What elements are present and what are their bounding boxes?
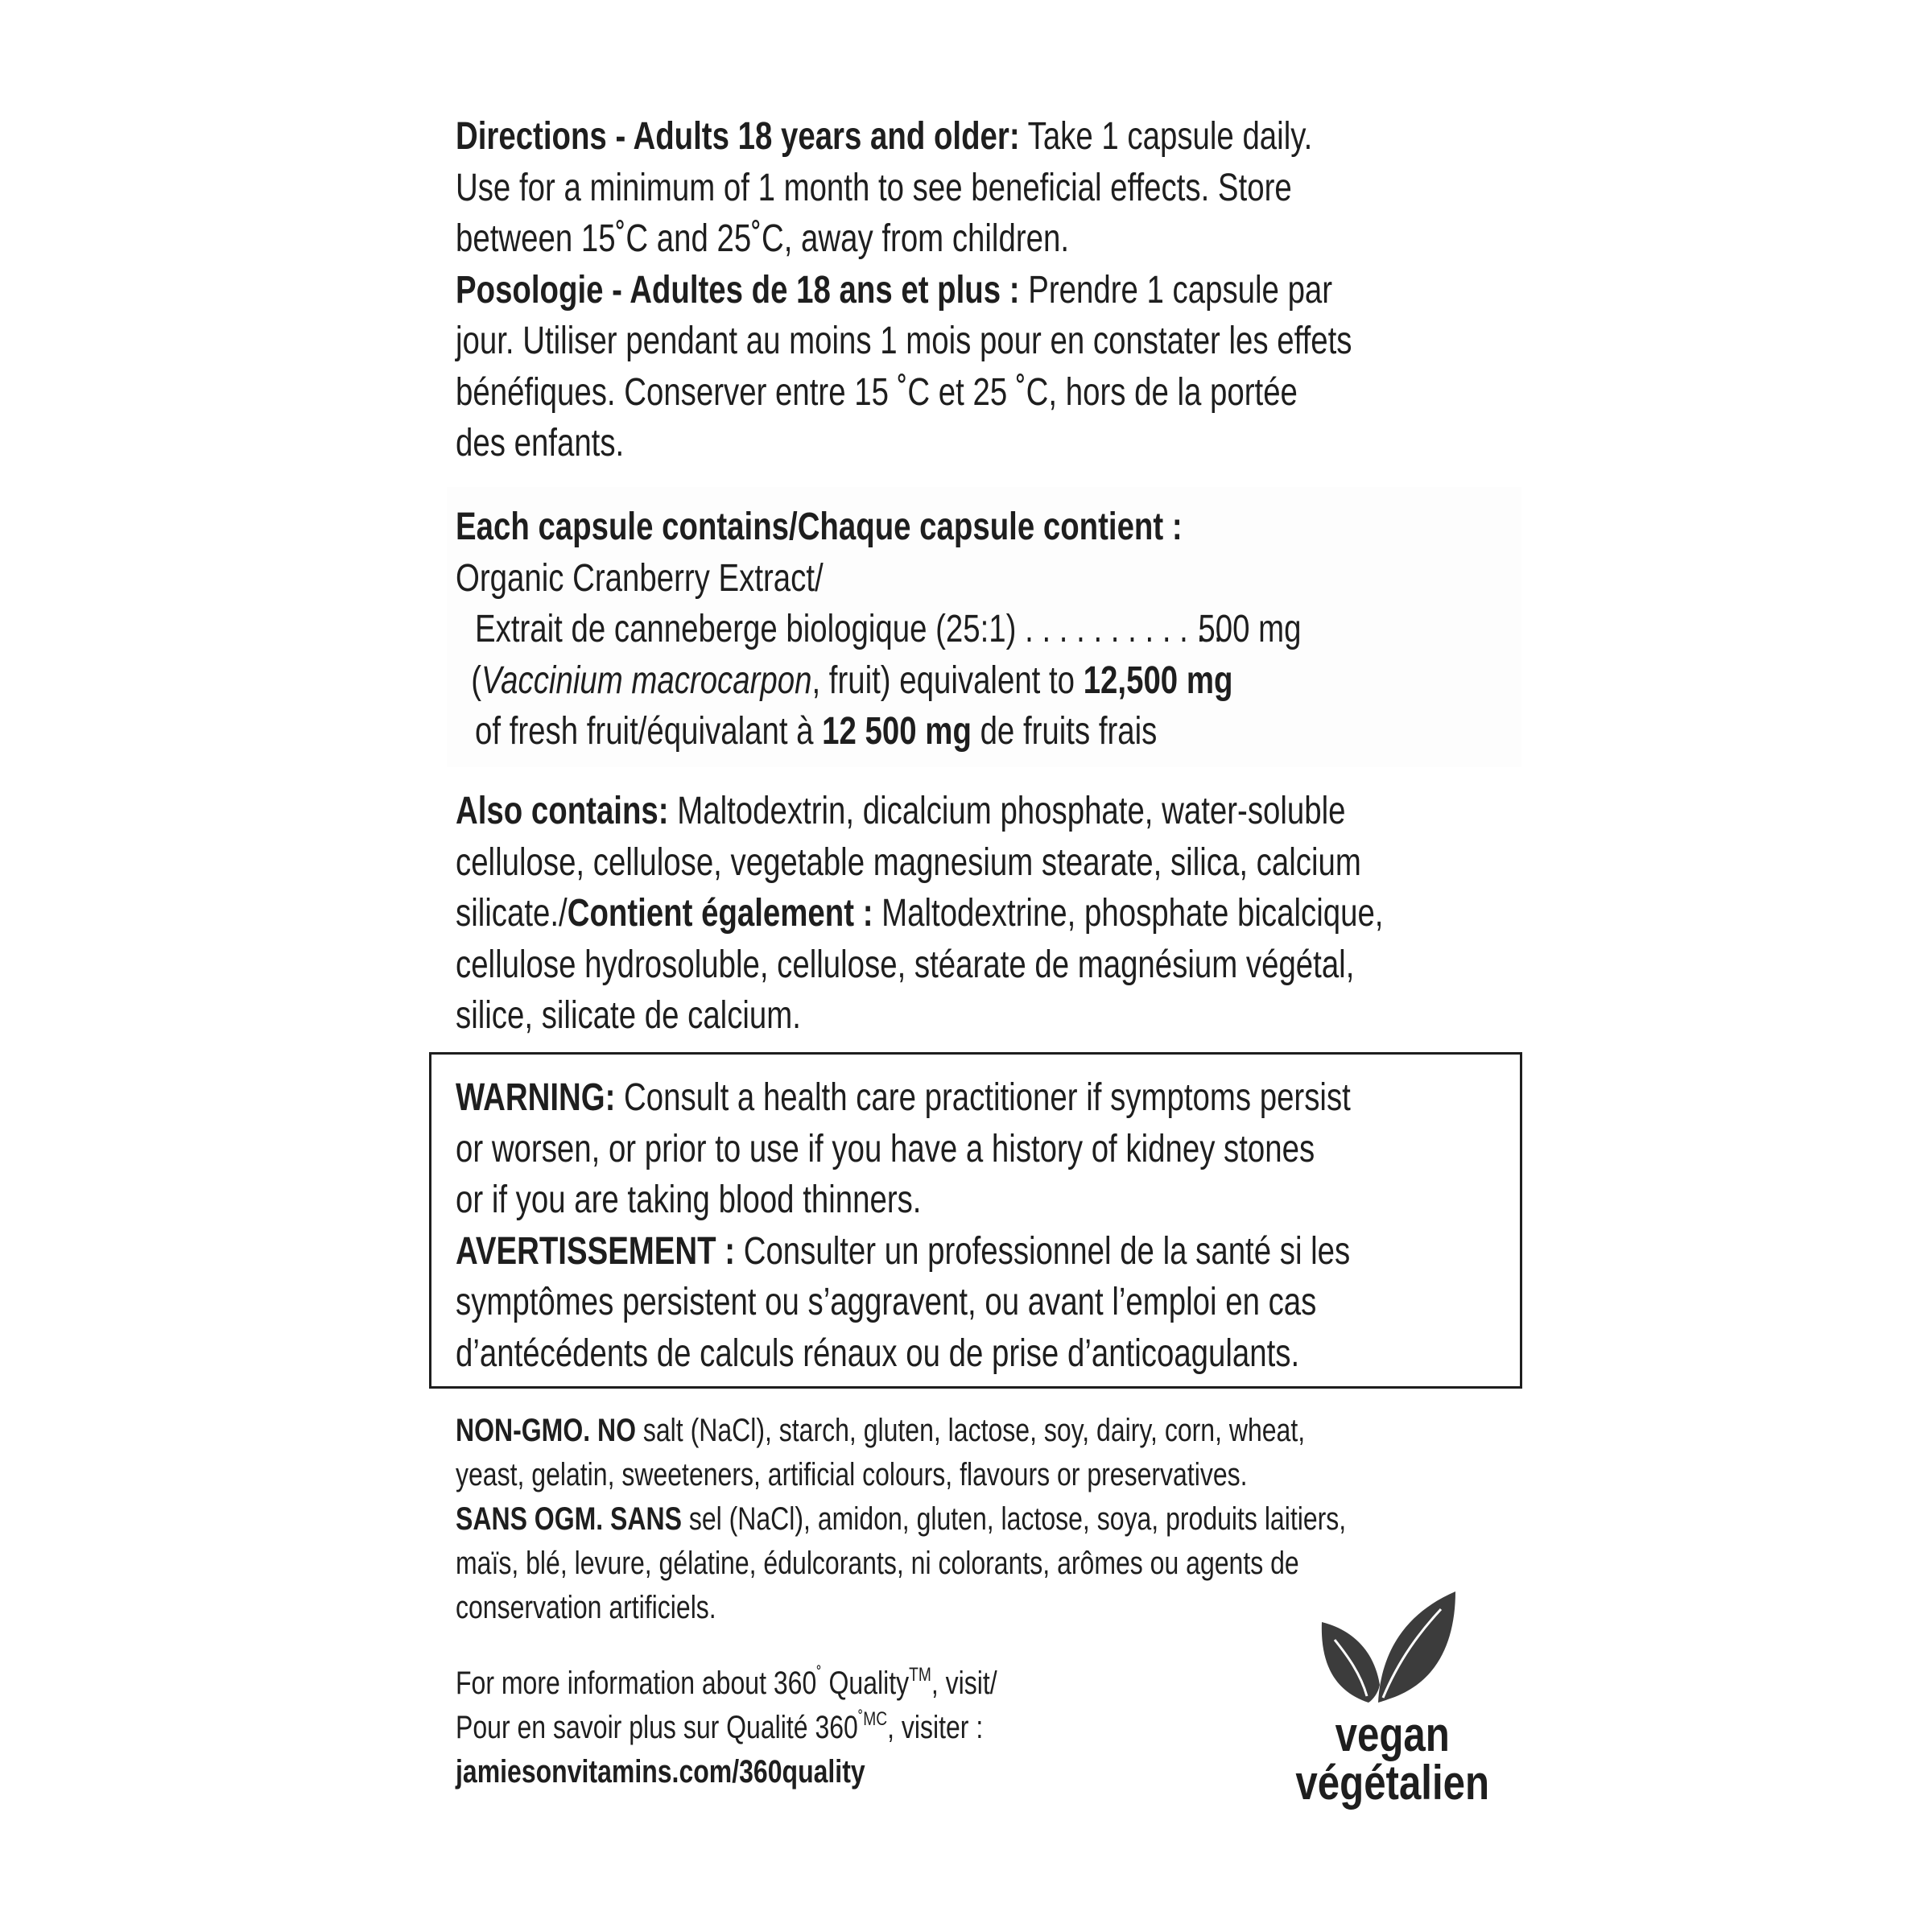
info-line1-c: , visit/ (931, 1666, 997, 1701)
free-from-fr-text: sel (NaCl), amidon, gluten, lactose, soya, produits laitiers, (681, 1501, 1347, 1537)
marque-de-commerce-mark: ˚MC (857, 1708, 888, 1730)
info-section (456, 1662, 1133, 1794)
free-from-fr-heading: SANS OGM. SANS (456, 1501, 682, 1537)
ingredients-heading-text: Each capsule contains/Chaque capsule contient : (456, 506, 1183, 548)
also-line5: silice, silicate de calcium. (456, 994, 801, 1037)
warning-en-heading: WARNING: (456, 1076, 616, 1119)
free-from-en-line1 (456, 1409, 1346, 1453)
directions-section (456, 111, 1576, 469)
warning-en-line2: or worsen, or prior to use if you have a history of kidney stones (456, 1127, 1315, 1170)
free-from-en-text: salt (NaCl), starch, gluten, lactose, soy, dairy, corn, wheat, (635, 1413, 1306, 1448)
ingredient-name-en: Organic Cranberry Extract/ (456, 556, 824, 600)
also-line1 (456, 786, 1383, 837)
ingredient-dose: 500 mg (1198, 608, 1302, 650)
website-url: jamiesonvitamins.com/360quality (456, 1754, 865, 1790)
ingredients-section (456, 502, 1427, 758)
free-from-en-line2: yeast, gelatin, sweeteners, artificial colours, flavours or preservatives. (456, 1457, 1248, 1492)
also-line1-text: Maltodextrin, dicalcium phosphate, water-soluble (668, 790, 1346, 832)
directions-fr-line3: bénéfiques. Conserver entre 15 ˚C et 25 ˚C, hors de la portée (456, 370, 1298, 414)
also-line3-text: silicate./ (456, 892, 568, 935)
also-line4: cellulose hydrosoluble, cellulose, stéarate de magnésium végétal, (456, 943, 1355, 986)
source-open: ( (471, 658, 481, 702)
fresh-fr: de fruits frais (971, 710, 1158, 753)
warning-fr-line2: symptômes persistent ou s’aggravent, ou avant l’emploi en cas (456, 1281, 1317, 1323)
ingredient-name-fr: Extrait de canneberge biologique (25:1) . . . . . . . . . . . . (475, 608, 1223, 650)
free-from-fr-line2: maïs, blé, levure, gélatine, édulcorants, ni colorants, arômes ou agents de (456, 1546, 1299, 1581)
directions-fr-line2: jour. Utiliser pendant au moins 1 mois pour en constater les effets (456, 320, 1352, 362)
directions-fr-text: Prendre 1 capsule par (1019, 268, 1333, 312)
info-line1 (456, 1662, 997, 1706)
vegan-label-fr (1268, 1756, 1517, 1810)
also-contains-section (456, 786, 1616, 1042)
info-degree: ˚ (816, 1664, 822, 1686)
ingredient-fresh-fruit (456, 706, 1232, 758)
warning-section (456, 1072, 1575, 1379)
also-fr-heading: Contient également : (567, 892, 873, 935)
directions-fr-line4: des enfants. (456, 422, 625, 464)
vegan-label-fr-text: végétalien (1295, 1756, 1490, 1810)
equivalent-en: 12,500 mg (1083, 658, 1233, 702)
ingredient-name-fr-row (456, 604, 1302, 655)
also-line3-rest: Maltodextrine, phosphate bicalcique, (873, 892, 1384, 935)
warning-en-line3: or if you are taking blood thinners. (456, 1179, 922, 1221)
info-line2-a: Pour en savoir plus sur Qualité 360 (456, 1710, 858, 1745)
ingredients-heading (456, 502, 1232, 553)
directions-fr-line1 (456, 265, 1352, 316)
directions-fr-heading: Posologie - Adultes de 18 ans et plus : (456, 268, 1020, 312)
warning-fr-text: Consulter un professionnel de la santé si les (735, 1229, 1351, 1273)
directions-en-line2: Use for a minimum of 1 month to see beneficial effects. Store (456, 166, 1292, 209)
also-en-heading: Also contains: (456, 790, 669, 832)
ingredient-source (456, 655, 1232, 707)
source-rest: , fruit) equivalent to (811, 658, 1084, 702)
info-line1-a: For more information about 360 (456, 1666, 817, 1701)
warning-en-line1 (456, 1072, 1351, 1124)
info-url-line (456, 1750, 997, 1794)
vegan-label-en-text: vegan (1335, 1707, 1451, 1761)
trademark-mark: TM (909, 1664, 931, 1686)
info-line1-b: Quality (821, 1666, 910, 1701)
directions-en-line3: between 15˚C and 25˚C, away from children. (456, 217, 1069, 260)
directions-en-text: Take 1 capsule daily. (1019, 115, 1313, 158)
free-from-fr-line1 (456, 1497, 1346, 1542)
vegan-badge (1268, 1590, 1517, 1810)
also-line3 (456, 888, 1383, 939)
warning-fr-line3: d’antécédents de calculs rénaux ou de prise d’anticoagulants. (456, 1331, 1300, 1375)
warning-fr-line1 (456, 1226, 1351, 1278)
info-line2 (456, 1706, 997, 1750)
info-line2-b: , visiter : (887, 1710, 984, 1745)
free-from-fr-line3: conservation artificiels. (456, 1590, 716, 1625)
vegan-label-en (1268, 1707, 1517, 1761)
fresh-en: of fresh fruit/équivalant à (475, 710, 823, 753)
leaf-icon (1320, 1590, 1457, 1711)
directions-en-heading: Directions - Adults 18 years and older: (456, 115, 1020, 158)
source-latin-name: Vaccinium macrocarpon (481, 658, 812, 702)
equivalent-fr: 12 500 mg (822, 710, 972, 753)
free-from-en-heading: NON-GMO. NO (456, 1413, 636, 1448)
also-line2: cellulose, cellulose, vegetable magnesium stearate, silica, calcium (456, 840, 1361, 884)
warning-fr-heading: AVERTISSEMENT : (456, 1229, 736, 1273)
directions-en-line1 (456, 111, 1352, 163)
warning-en-text: Consult a health care practitioner if symptoms persist (615, 1076, 1351, 1119)
